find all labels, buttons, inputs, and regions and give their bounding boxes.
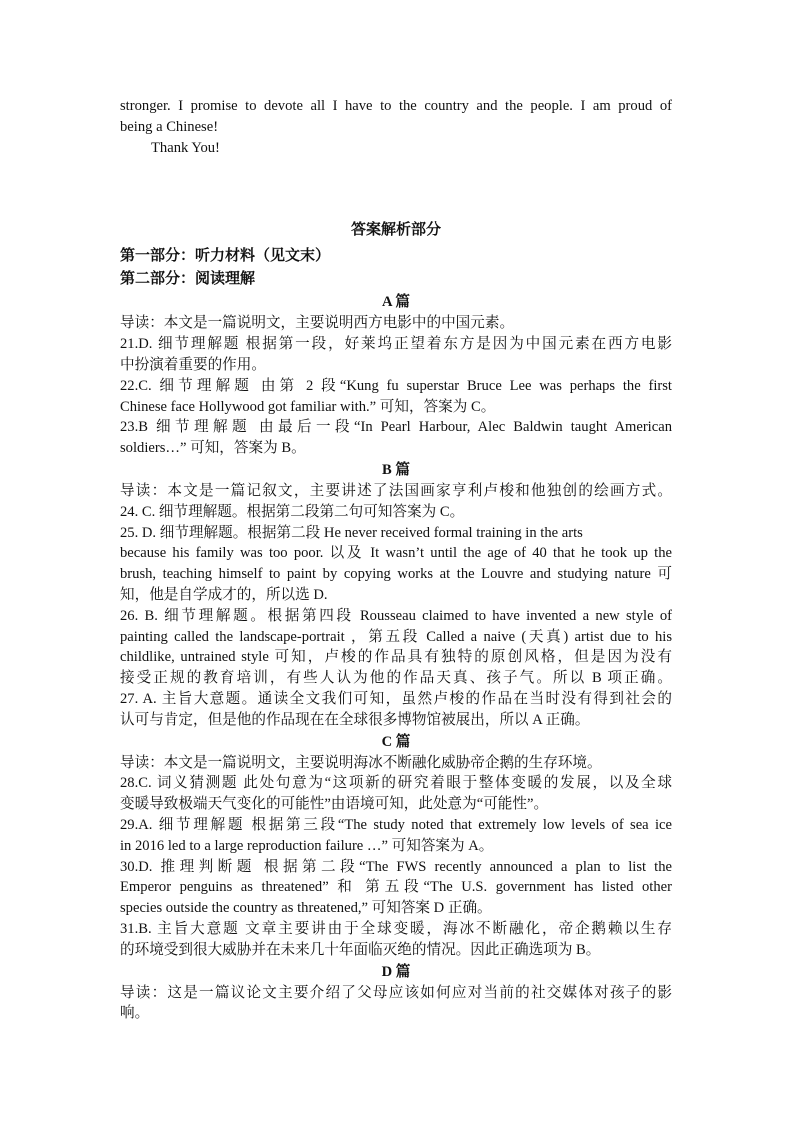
section-c-line: 31.B. 主旨大意题 文章主要讲由于全球变暖，海冰不断融化，帝企鹅赖以生存: [120, 920, 672, 937]
section-a-line: soldiers…” 可知，答案为 B。: [120, 440, 306, 457]
thanks-line: Thank You!: [151, 139, 220, 156]
section-a-heading: A 篇: [382, 294, 410, 311]
section-b-line: brush, teaching himself to paint by copying works at the Louvre and studying nature 可: [120, 566, 672, 583]
part2-heading: 第二部分：阅读理解: [120, 271, 256, 288]
section-a-line: 导读：本文是一篇说明文，主要说明西方电影中的中国元素。: [120, 315, 515, 332]
section-b-heading: B 篇: [382, 461, 410, 478]
section-a-line: Chinese face Hollywood got familiar with.” 可知，答案为 C。: [120, 398, 496, 415]
section-b-line: 24. C. 细节理解题。根据第二段第二句可知答案为 C。: [120, 503, 465, 520]
section-d-line: 导读：这是一篇议论文主要介绍了父母应该如何应对当前的社交媒体对孩子的影: [120, 984, 672, 1001]
section-b-line: childlike, untrained style 可知，卢梭的作品具有独特的原创风格，但是因为没有: [120, 649, 672, 666]
section-c-line: 29.A. 细节理解题 根据第三段“The study noted that extremely low levels of sea ice: [120, 816, 672, 833]
section-c-heading: C 篇: [381, 733, 411, 750]
part1-heading: 第一部分：听力材料（见文末）: [120, 248, 331, 265]
section-c-line: 30.D. 推理判断题 根据第二段“The FWS recently announced a plan to list the: [120, 858, 672, 875]
section-a-line: 22.C. 细节理解题 由第 2 段“Kung fu superstar Bruce Lee was perhaps the first: [120, 377, 672, 394]
speech-line: being a Chinese!: [120, 118, 219, 135]
section-c-line: 的环境受到很大威胁并在未来几十年面临灭绝的情况。因此正确选项为 B。: [120, 941, 601, 958]
section-b-line: 知，他是自学成才的，所以选 D.: [120, 586, 328, 603]
section-c-line: in 2016 led to a large reproduction failure …” 可知答案为 A。: [120, 837, 494, 854]
section-a-line: 21.D. 细节理解题 根据第一段，好莱坞正望着东方是因为中国元素在西方电影: [120, 336, 672, 353]
spacer: [120, 158, 672, 219]
section-a-line: 23.B 细节理解题 由最后一段“In Pearl Harbour, Alec Baldwin taught American: [120, 419, 672, 436]
section-c-line: species outside the country as threatened,” 可知答案 D 正确。: [120, 900, 492, 917]
section-b-line: 接受正规的教育培训，有些人认为他的作品天真、孩子气。所以 B 项正确。: [120, 670, 672, 687]
section-b-line: 认可与肯定，但是他的作品现在在全球很多博物馆被展出，所以 A 正确。: [120, 711, 590, 728]
section-c-line: Emperor penguins as threatened” 和 第五段“The U.S. government has listed other: [120, 879, 672, 896]
section-a-line: 中扮演着重要的作用。: [120, 356, 266, 373]
section-d-heading: D 篇: [381, 963, 411, 980]
section-b-line: painting called the landscape-portrait ，第五段 Called a naive (天真) artist due to his: [120, 628, 672, 645]
section-b-line: 25. D. 细节理解题。根据第二段 He never received formal training in the arts: [120, 524, 583, 541]
section-b-line: 26. B. 细节理解题。根据第四段 Rousseau claimed to have invented a new style of: [120, 607, 672, 624]
section-c-line: 变暖导致极端天气变化的可能性”由语境可知，此处意为“可能性”。: [120, 796, 549, 813]
section-b-line: 27. A. 主旨大意题。通读全文我们可知，虽然卢梭的作品在当时没有得到社会的: [120, 690, 672, 707]
text-column: [120, 96, 672, 1024]
speech-line: stronger. I promise to devote all I have to the country and the people. I am proud of: [120, 98, 672, 114]
section-d-line: 响。: [120, 1005, 150, 1022]
answers-title: 答案解析部分: [350, 222, 441, 239]
section-b-line: 导读：本文是一篇记叙文，主要讲述了法国画家亨利卢梭和他独创的绘画方式。: [120, 482, 672, 499]
section-b-line: because his family was too poor. 以及 It wasn’t until the age of 40 that he took up the: [120, 545, 672, 562]
section-c-line: 导读：本文是一篇说明文，主要说明海冰不断融化威胁帝企鹅的生存环境。: [120, 754, 602, 771]
section-c-line: 28.C. 词义猜测题 此处句意为“这项新的研究着眼于整体变暖的发展，以及全球: [120, 775, 672, 792]
